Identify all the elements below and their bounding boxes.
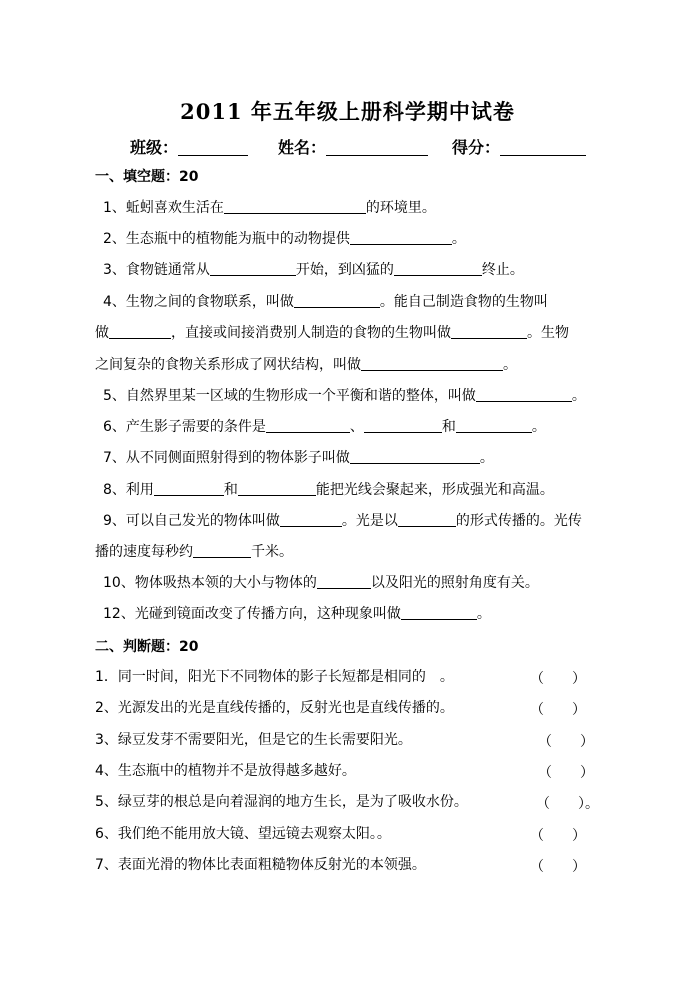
question-4-line-1 bbox=[103, 293, 653, 311]
q6-text-a: 6、产生影子需要的条件是 bbox=[103, 419, 266, 435]
tf-answer-6[interactable]: （ ） bbox=[530, 828, 586, 844]
q2-text-b: 。 bbox=[451, 231, 466, 247]
q3-text-b: 开始，到凶猛的 bbox=[295, 262, 394, 278]
q1-text-b: 的环境里。 bbox=[365, 200, 436, 216]
question-10 bbox=[103, 574, 653, 592]
q7-text-a: 7、从不同侧面照射得到的物体影子叫做 bbox=[103, 450, 350, 466]
tf-item-text: 6、我们绝不能用放大镜、望远镜去观察太阳。。 bbox=[95, 826, 391, 842]
q3-blank-1[interactable] bbox=[210, 261, 296, 276]
q8-text-c: 能把光线会聚起来，形成强光和高温。 bbox=[315, 482, 554, 498]
q9-text-e: 千米。 bbox=[251, 544, 293, 560]
q9-blank-2[interactable] bbox=[398, 512, 456, 527]
question-7 bbox=[103, 449, 653, 467]
q12-blank[interactable] bbox=[401, 605, 477, 620]
q6-blank-1[interactable] bbox=[266, 418, 350, 433]
q6-text-c: 和 bbox=[441, 419, 456, 435]
q4-text-b: 。能自己制造食物的生物叫 bbox=[379, 294, 548, 310]
question-12 bbox=[103, 605, 653, 623]
q9-text-d: 播的速度每秒约 bbox=[95, 544, 193, 560]
q4-blank-4[interactable] bbox=[361, 356, 503, 371]
q4-blank-2[interactable] bbox=[109, 324, 171, 339]
q4-text-c: 做 bbox=[95, 325, 109, 341]
q5-text-b: 。 bbox=[571, 388, 586, 404]
tf-item-text: 1．同一时间，阳光下不同物体的影子长短都是相同的 。 bbox=[95, 669, 454, 685]
q2-blank[interactable] bbox=[350, 230, 452, 245]
student-info-row bbox=[130, 135, 586, 158]
q12-text-b: 。 bbox=[476, 606, 491, 622]
q5-text-a: 5、自然界里某一区域的生物形成一个平衡和谐的整体，叫做 bbox=[103, 388, 476, 404]
tf-item-text: 4、生态瓶中的植物并不是放得越多越好。 bbox=[95, 763, 356, 779]
q9-blank-1[interactable] bbox=[280, 512, 342, 527]
question-6 bbox=[103, 418, 653, 436]
tf-item-text: 2、光源发出的光是直线传播的，反射光也是直线传播的。 bbox=[95, 700, 454, 716]
q6-blank-3[interactable] bbox=[456, 418, 532, 433]
q9-text-b: 。光是以 bbox=[341, 513, 398, 529]
q5-blank[interactable] bbox=[476, 387, 572, 402]
q3-text-c: 终止。 bbox=[481, 262, 524, 278]
q6-blank-2[interactable] bbox=[364, 418, 442, 433]
q7-text-b: 。 bbox=[479, 450, 494, 466]
question-4-line-3 bbox=[95, 356, 645, 374]
tf-item-text: 5、绿豆芽的根总是向着湿润的地方生长，是为了吸收水份。 bbox=[95, 794, 468, 810]
q8-text-a: 8、利用 bbox=[103, 482, 154, 498]
question-4-line-2 bbox=[95, 324, 645, 342]
q10-blank[interactable] bbox=[317, 574, 371, 589]
q6-text-b: 、 bbox=[349, 419, 364, 435]
q1-blank[interactable] bbox=[224, 199, 366, 214]
name-blank[interactable] bbox=[326, 139, 428, 156]
q1-text-a: 1、蚯蚓喜欢生活在 bbox=[103, 200, 224, 216]
name-label: 姓名： bbox=[278, 138, 327, 157]
tf-answer-5[interactable]: （ ）。 bbox=[536, 796, 599, 812]
q9-text-a: 9、可以自己发光的物体叫做 bbox=[103, 513, 280, 529]
q10-text-a: 10、物体吸热本领的大小与物体的 bbox=[103, 575, 317, 591]
q4-blank-3[interactable] bbox=[451, 324, 527, 339]
tf-answer-7[interactable]: （ ） bbox=[530, 859, 586, 875]
q8-blank-2[interactable] bbox=[238, 481, 316, 496]
question-3 bbox=[103, 261, 653, 279]
q4-text-g: 。 bbox=[503, 357, 517, 373]
q4-text-a: 4、生物之间的食物联系，叫做 bbox=[103, 294, 294, 310]
tf-answer-2[interactable]: （ ） bbox=[530, 702, 586, 718]
q4-text-e: 。生物 bbox=[527, 325, 569, 341]
score-label: 得分： bbox=[452, 138, 501, 157]
q12-text-a: 12、光碰到镜面改变了传播方向，这种现象叫做 bbox=[103, 606, 401, 622]
question-1 bbox=[103, 199, 653, 217]
q6-text-d: 。 bbox=[531, 419, 546, 435]
question-2 bbox=[103, 230, 653, 248]
tf-answer-1[interactable]: （ ） bbox=[530, 671, 586, 687]
question-5 bbox=[103, 387, 653, 405]
q3-text-a: 3、食物链通常从 bbox=[103, 262, 210, 278]
q10-text-b: 以及阳光的照射角度有关。 bbox=[370, 575, 539, 591]
section-fill-in-heading: 一、填空题：20 bbox=[95, 169, 199, 185]
score-blank[interactable] bbox=[500, 139, 586, 156]
q4-text-f: 之间复杂的食物关系形成了网状结构，叫做 bbox=[95, 357, 361, 373]
q7-blank[interactable] bbox=[350, 449, 480, 464]
q8-text-b: 和 bbox=[223, 482, 238, 498]
tf-item-text: 3、绿豆发芽不需要阳光，但是它的生长需要阳光。 bbox=[95, 732, 412, 748]
question-9-line-2 bbox=[95, 543, 645, 561]
q4-blank-1[interactable] bbox=[294, 293, 380, 308]
q4-text-d: ，直接或间接消费别人制造的食物的生物叫做 bbox=[171, 325, 451, 341]
class-blank[interactable] bbox=[178, 139, 248, 156]
class-label: 班级： bbox=[130, 138, 179, 157]
section-true-false-heading: 二、判断题：20 bbox=[95, 639, 199, 655]
tf-item-text: 7、表面光滑的物体比表面粗糙物体反射光的本领强。 bbox=[95, 857, 426, 873]
q3-blank-2[interactable] bbox=[394, 261, 482, 276]
q9-text-c: 的形式传播的。光传 bbox=[455, 513, 582, 529]
q8-blank-1[interactable] bbox=[154, 481, 224, 496]
question-8 bbox=[103, 481, 653, 499]
q2-text-a: 2、生态瓶中的植物能为瓶中的动物提供 bbox=[103, 231, 350, 247]
question-9-line-1 bbox=[103, 512, 653, 530]
exam-title: 2011 年五年级上册科学期中试卷 bbox=[180, 99, 515, 124]
q9-blank-3[interactable] bbox=[193, 543, 251, 558]
tf-answer-4[interactable]: （ ） bbox=[538, 765, 594, 781]
tf-answer-3[interactable]: （ ） bbox=[538, 734, 594, 750]
